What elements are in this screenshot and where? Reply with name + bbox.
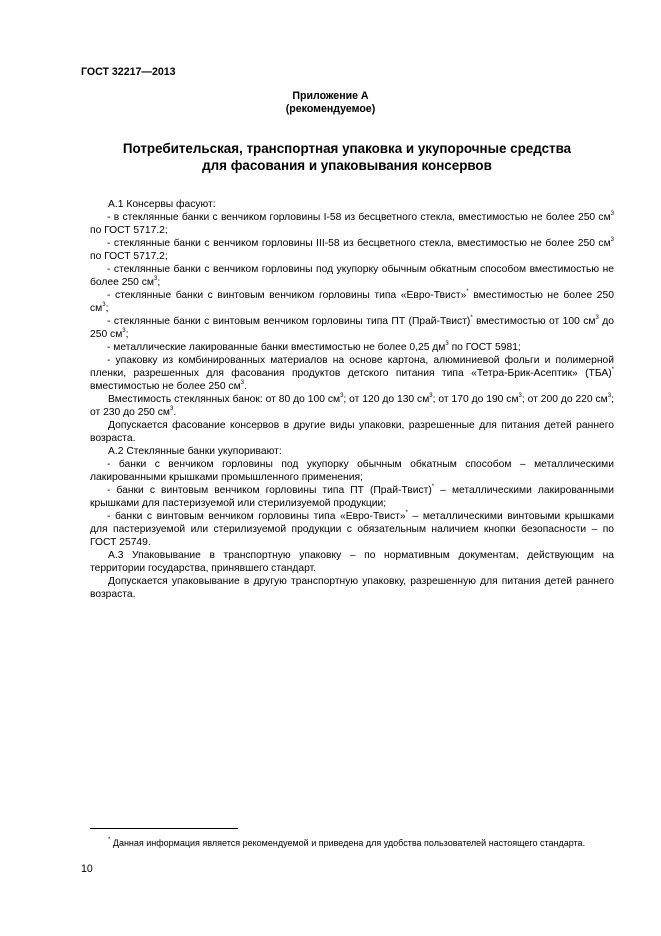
- footnote-mark: *: [466, 289, 469, 295]
- allowed-paragraph: Допускается фасование консервов в другие виды упаковки, разрешенные для питания детей раннего возраста.: [90, 420, 614, 444]
- appendix-kind: (рекомендуемое): [285, 103, 376, 115]
- section-a1-heading: А.1 Консервы фасуют:: [108, 199, 216, 210]
- list-item: - стеклянные банки с винтовым венчиком горловины типа «Евро-Твист»* вместимостью не более 250 $см^3$;: [90, 289, 614, 314]
- list-item: - металлические лакированные банки вместимостью не более 0,25 $дм^3$ по ГОСТ 5981;: [107, 341, 521, 353]
- list-item: - в стеклянные банки с венчиком горловины I-58 из бесцветного стекла, вместимостью не более 250 $см^3$ по ГОСТ 5717.2;: [90, 211, 614, 236]
- list-item: - стеклянные банки с венчиком горловины под укупорку обычным обкатным способом вместимостью не более 250 $см^3$;: [90, 264, 614, 288]
- list-item: - стеклянные банки с винтовым венчиком горловины типа ПТ (Прай-Твист)* вместимостью от 100 $см^3$ до 250 $см^3$;: [90, 315, 614, 340]
- footnote: * Данная информация является рекомендуемой и приведена для удобства пользователей настоящего стандарта.: [108, 837, 586, 848]
- list-item: - банки с винтовым венчиком горловины типа «Евро-Твист»* – металлическими винтовыми крышками для пастеризуемой или стерилизуемой продукции с обязательным наличием кнопки безопасности – по ГОСТ 25749.: [90, 510, 614, 548]
- capacity-paragraph: Вместимость стеклянных банок: от 80 до 100 $см^3$; от 120 до 130 $см^3$; от 170 до 190 $см^3$; от 200 до 220 $см^3$; от 230 до 250 $см^3$.: [90, 393, 614, 418]
- section-a3-heading: А.3 Упаковывание в транспортную упаковку – по нормативным документам, действующим на территории государства, принявшего стандарт.: [90, 550, 614, 574]
- footnote-mark: *: [470, 315, 473, 321]
- footnote-mark: *: [108, 837, 111, 843]
- document-title: [0, 140, 661, 174]
- allowed-paragraph: Допускается упаковывание в другую транспортную упаковку, разрешенную для питания детей раннего возраста.: [90, 576, 614, 600]
- footnote-mark: *: [405, 510, 408, 516]
- document-title-line-1: Потребительская, транспортная упаковка и укупорочные средства: [122, 141, 572, 156]
- section-a2-heading: А.2 Стеклянные банки укупоривают:: [108, 446, 282, 457]
- list-item: - стеклянные банки с венчиком горловины III-58 из бесцветного стекла, вместимостью не более 250 $см^3$ по ГОСТ 5717.2;: [90, 237, 614, 262]
- list-item: - банки с винтовым венчиком горловины типа ПТ (Прай-Твист)* – металлическими лакированными крышками для пастеризуемой или стерилизуемой продукции;: [90, 484, 615, 509]
- list-item: - банки с венчиком горловины под укупорку обычным обкатным способом – металлическими лакированными крышками промышленного применения;: [90, 459, 614, 483]
- page-number: 10: [81, 863, 93, 875]
- footnote-divider: [90, 828, 238, 829]
- standard-designation: ГОСТ 32217—2013: [81, 66, 176, 78]
- appendix-name: Приложение А: [292, 90, 369, 102]
- document-body: [90, 198, 614, 601]
- document-title-line-2: для фасования и упаковывания консервов: [202, 158, 492, 173]
- footnote-mark: *: [611, 367, 614, 373]
- footnote-mark: *: [431, 484, 435, 490]
- list-item: - упаковку из комбинированных материалов на основе картона, алюминиевой фольги и полимерной пленки, разрешенных для фасования продуктов детского питания типа «Тетра-Брик-Асептик» (ТБА)* вместимостью не более 250 $см^3$.: [90, 355, 614, 392]
